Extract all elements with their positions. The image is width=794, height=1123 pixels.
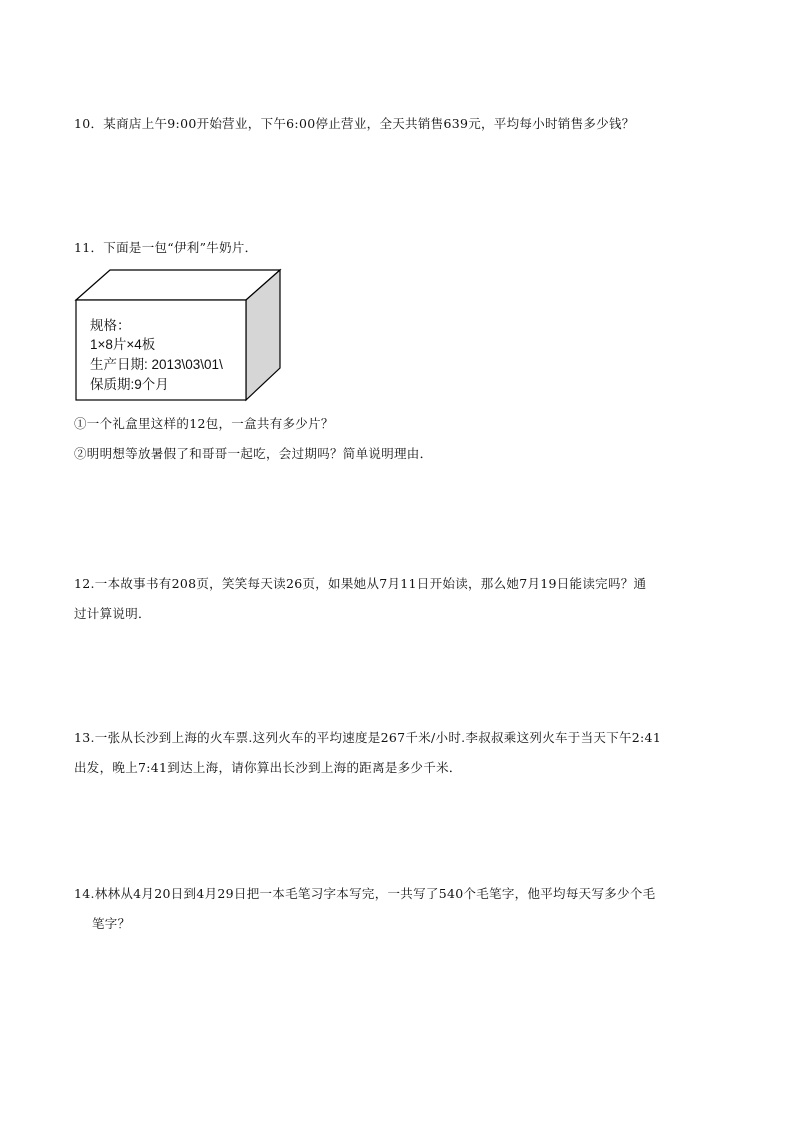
box-spec-value: 1×8片×4板 [90,337,156,352]
question-11-sub-1: ①一个礼盒里这样的12包，一盒共有多少片？ [74,416,334,431]
milk-tablet-box-diagram [74,268,284,408]
box-spec-label: 规格： [90,318,131,333]
question-13-line-2: 出发，晚上7:41到达上海，请你算出长沙到上海的距离是多少千米． [74,760,462,775]
box-shelf-life: 保质期:9个月 [90,377,169,392]
question-14-line-2: 笔字？ [92,916,131,931]
question-14-line-1: 14.林林从4月20日到4月29日把一本毛笔习字本写完，一共写了540个毛笔字，他平均每天写多少个毛 [74,886,656,901]
question-13-line-1: 13.一张从长沙到上海的火车票.这列火车的平均速度是267千米/小时.李叔叔乘这列火车于当天下午2:41 [74,730,662,745]
question-11-title: 11．下面是一包“伊利”牛奶片． [74,240,258,255]
question-11-sub-2: ②明明想等放暑假了和哥哥一起吃，会过期吗？简单说明理由． [74,446,433,461]
question-10: 10．某商店上午9:00开始营业，下午6:00停止营业，全天共销售639元，平均每小时销售多少钱？ [74,116,635,131]
question-12-line-2: 过计算说明． [74,606,151,621]
question-12-line-1: 12.一本故事书有208页，笑笑每天读26页，如果她从7月11日开始读，那么她7月19日能读完吗？通 [74,576,647,591]
box-production-date: 生产日期: 2013\03\01\ [90,357,223,372]
